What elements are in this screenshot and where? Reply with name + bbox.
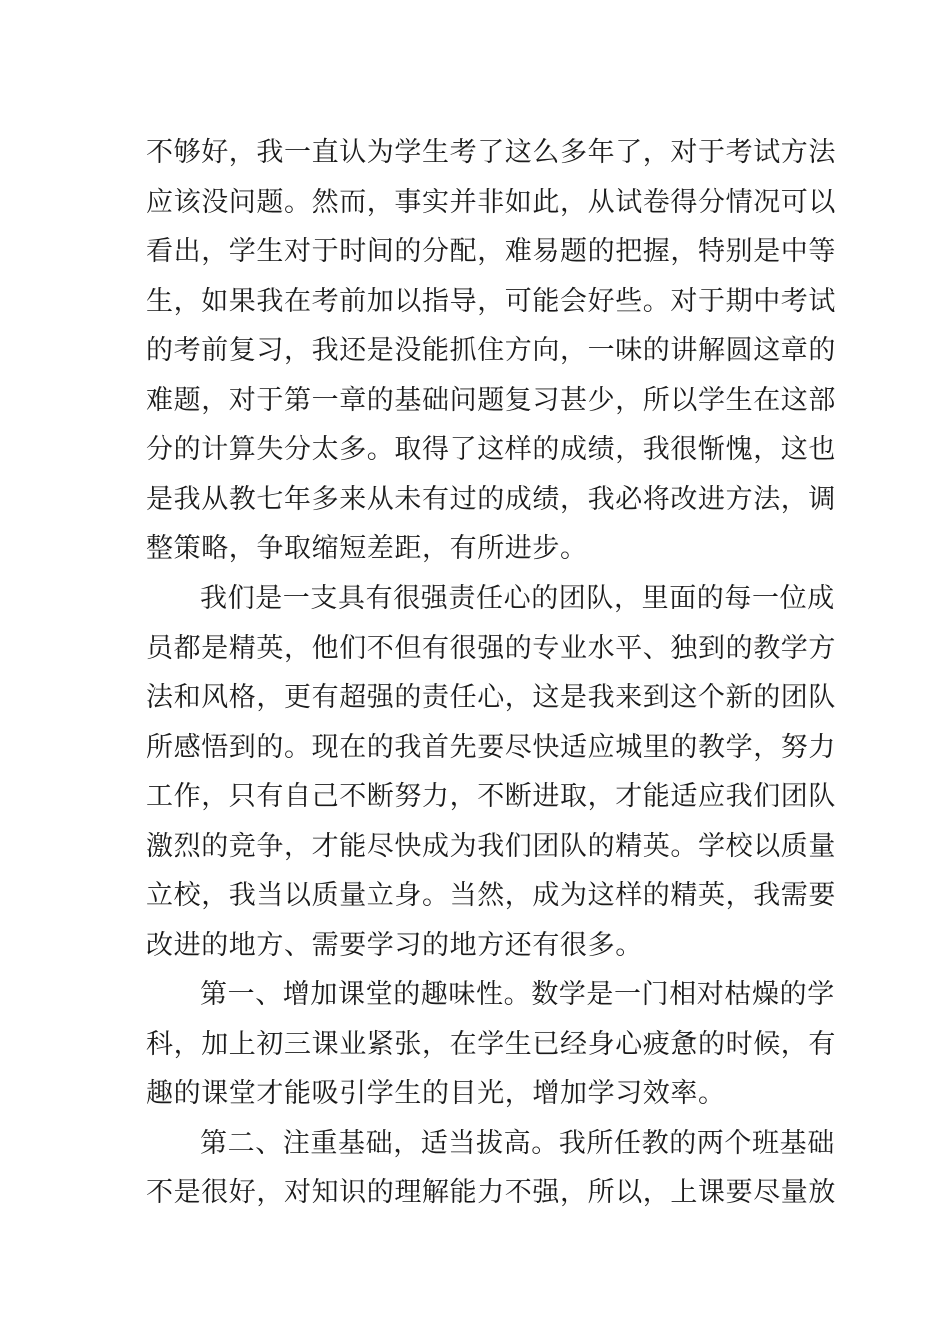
- text-line: 是我从教七年多来从未有过的成绩，我必将改进方法，调: [146, 484, 836, 515]
- text-line: 趣的课堂才能吸引学生的目光，增加学习效率。: [146, 1078, 726, 1109]
- text-line: 不是很好，对知识的理解能力不强，所以，上课要尽量放: [146, 1177, 836, 1208]
- paragraph-first-line: 第二、注重基础，适当拔高。我所任教的两个班基础: [200, 1128, 835, 1159]
- text-line: 科，加上初三课业紧张，在学生已经身心疲惫的时候，有: [146, 1029, 836, 1060]
- text-line: 工作，只有自己不断努力，不断进取，才能适应我们团队: [146, 781, 836, 812]
- text-line: 看出，学生对于时间的分配，难易题的把握，特别是中等: [146, 236, 836, 267]
- text-line: 生，如果我在考前加以指导，可能会好些。对于期中考试: [146, 286, 836, 317]
- text-line: 整策略，争取缩短差距，有所进步。: [146, 533, 588, 564]
- text-line: 员都是精英，他们不但有很强的专业水平、独到的教学方: [146, 633, 836, 664]
- text-line: 立校，我当以质量立身。当然，成为这样的精英，我需要: [146, 880, 836, 911]
- paragraph-first-line: 我们是一支具有很强责任心的团队，里面的每一位成: [200, 583, 835, 614]
- text-line: 激烈的竞争，才能尽快成为我们团队的精英。学校以质量: [146, 831, 836, 862]
- text-line: 改进的地方、需要学习的地方还有很多。: [146, 930, 643, 961]
- paragraph-first-line: 第一、增加课堂的趣味性。数学是一门相对枯燥的学: [200, 979, 835, 1010]
- text-line: 难题，对于第一章的基础问题复习甚少，所以学生在这部: [146, 385, 836, 416]
- text-line: 法和风格，更有超强的责任心，这是我来到这个新的团队: [146, 682, 836, 713]
- text-line: 不够好，我一直认为学生考了这么多年了，对于考试方法: [146, 137, 836, 168]
- text-line: 分的计算失分太多。取得了这样的成绩，我很惭愧，这也: [146, 434, 836, 465]
- text-line: 所感悟到的。现在的我首先要尽快适应城里的教学，努力: [146, 732, 836, 763]
- text-line: 的考前复习，我还是没能抓住方向，一味的讲解圆这章的: [146, 335, 836, 366]
- text-line: 应该没问题。然而，事实并非如此，从试卷得分情况可以: [146, 187, 836, 218]
